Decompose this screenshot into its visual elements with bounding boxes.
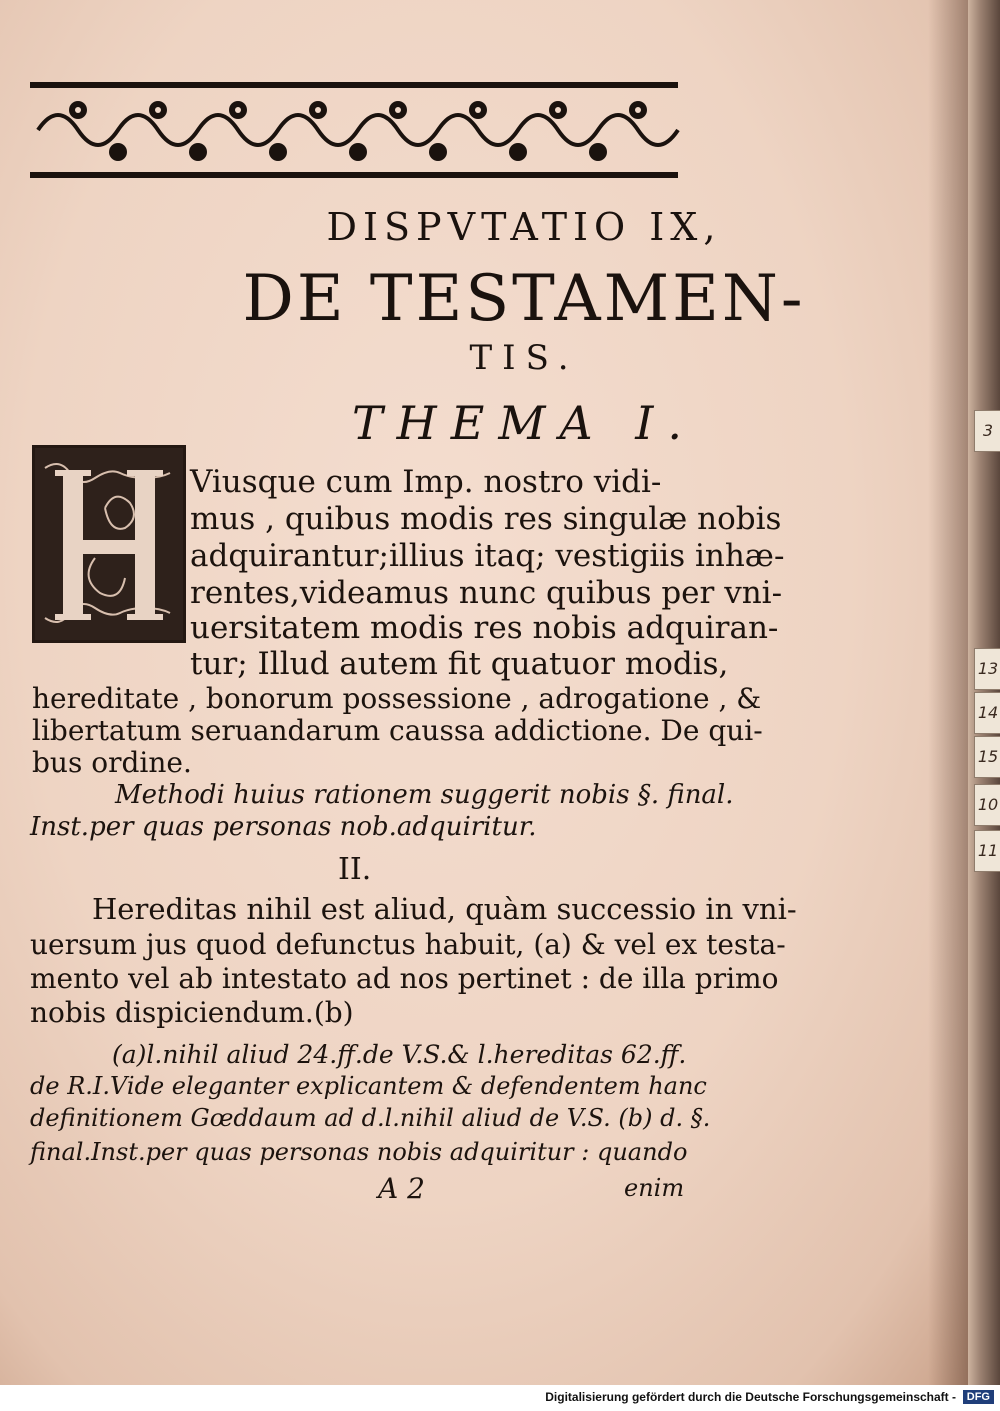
section-1-line: tur; Illud autem fit quatuor modis, bbox=[190, 646, 729, 682]
ornament-headpiece bbox=[28, 80, 680, 180]
edge-tab: 3 bbox=[974, 410, 1000, 452]
section-1-line: uersitatem modis res nobis adquiran- bbox=[190, 610, 779, 646]
signature-mark: A 2 bbox=[378, 1172, 425, 1205]
footer-credit bbox=[0, 1385, 1000, 1411]
edge-tab: 11 bbox=[974, 830, 1000, 872]
catchword: enim bbox=[624, 1174, 685, 1202]
section-2-line: Hereditas nihil est aliud, quàm successio in vni- bbox=[92, 892, 797, 926]
decorated-initial bbox=[32, 445, 186, 643]
edge-tab: 15 bbox=[974, 736, 1000, 778]
thema-heading: THEMA I. bbox=[351, 396, 697, 450]
section-2-note: final.Inst.per quas personas nobis adquiritur : quando bbox=[30, 1138, 688, 1166]
section-2-numeral: II. bbox=[338, 852, 372, 887]
section-1-line: bus ordine. bbox=[32, 746, 192, 779]
edge-tab: 13 bbox=[974, 648, 1000, 690]
section-1-note: Methodi huius rationem suggerit nobis §. final. bbox=[115, 780, 734, 810]
section-2-note: definitionem Gœddaum ad d.l.nihil aliud de V.S. (b) d. §. bbox=[30, 1104, 711, 1132]
section-2-note: (a)l.nihil aliud 24.ff.de V.S.& l.hereditas 62.ff. bbox=[112, 1040, 687, 1069]
section-1-note: Inst.per quas personas nob.adquiritur. bbox=[30, 812, 537, 842]
section-1-line: rentes,videamus nunc quibus per vni- bbox=[190, 575, 783, 611]
section-1-line: Viusque cum Imp. nostro vidi- bbox=[190, 464, 662, 500]
section-2-note: de R.I.Vide eleganter explicantem & defendentem hanc bbox=[30, 1072, 707, 1100]
section-1-line: libertatum seruandarum caussa addictione. De qui- bbox=[32, 714, 763, 747]
disputatio-heading: DISPVTATIO IX, bbox=[326, 205, 722, 249]
title-line-1: DE TESTAMEN- bbox=[242, 262, 806, 336]
credit-text: Digitalisierung gefördert durch die Deutsche Forschungsgemeinschaft - bbox=[545, 1390, 956, 1404]
section-2-line: uersum jus quod defunctus habuit, (a) & vel ex testa- bbox=[30, 928, 786, 961]
dfg-logo: DFG bbox=[963, 1390, 994, 1404]
section-1-line: hereditate , bonorum possessione , adrogatione , & bbox=[32, 682, 762, 715]
title-line-2: TIS. bbox=[469, 338, 579, 378]
edge-tab: 14 bbox=[974, 692, 1000, 734]
edge-tab: 10 bbox=[974, 784, 1000, 826]
section-1-line: adquirantur;illius itaq; vestigiis inhæ- bbox=[190, 538, 785, 574]
section-2-line: nobis dispiciendum.(b) bbox=[30, 996, 354, 1029]
section-2-line: mento vel ab intestato ad nos pertinet : de illa primo bbox=[30, 962, 779, 995]
section-1-line: mus , quibus modis res singulæ nobis bbox=[190, 501, 782, 537]
